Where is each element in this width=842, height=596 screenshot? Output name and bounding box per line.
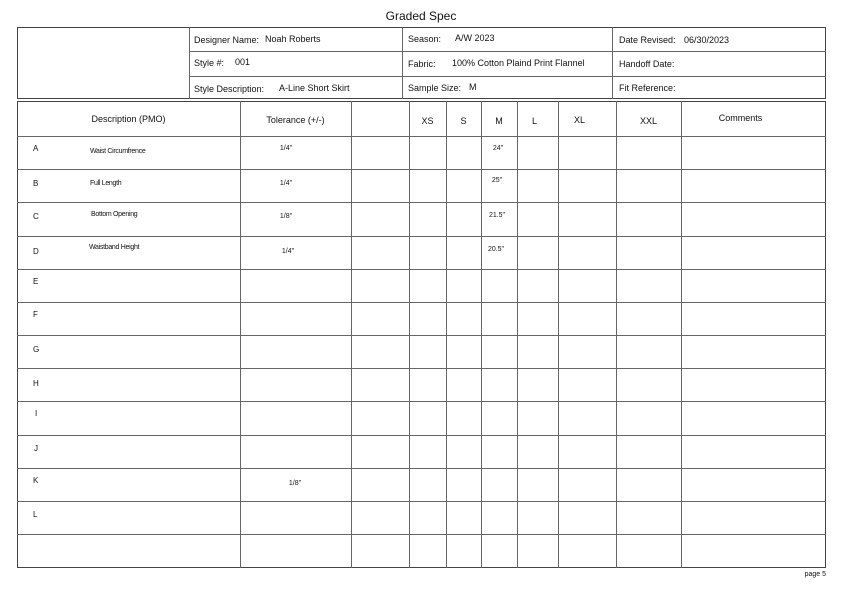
row-size-m: 25" xyxy=(491,177,503,184)
row-letter: L xyxy=(33,510,38,519)
column-header-xs: XS xyxy=(421,116,434,126)
header-divider xyxy=(612,27,613,99)
style-number-label: Style #: xyxy=(194,58,225,68)
row-divider xyxy=(17,435,826,436)
column-header-description: Description (PMO) xyxy=(91,114,166,124)
row-divider xyxy=(17,136,826,137)
season-value: A/W 2023 xyxy=(455,33,495,43)
row-letter: I xyxy=(35,409,38,418)
column-header-tolerance: Tolerance (+/-) xyxy=(266,115,325,125)
row-letter: D xyxy=(33,247,39,256)
row-tolerance: 1/8" xyxy=(288,480,302,487)
column-header-l: L xyxy=(531,116,537,126)
fabric-value: 100% Cotton Plaind Print Flannel xyxy=(452,58,585,68)
fabric-label: Fabric: xyxy=(408,59,436,69)
row-letter: G xyxy=(33,345,40,354)
row-letter: K xyxy=(33,476,39,485)
row-divider xyxy=(17,169,826,170)
date-revised-label: Date Revised: xyxy=(619,35,676,45)
row-letter: A xyxy=(33,144,39,153)
row-divider xyxy=(17,534,826,535)
row-size-m: 21.5" xyxy=(488,212,506,219)
row-divider xyxy=(17,368,826,369)
row-letter: B xyxy=(33,179,39,188)
row-divider xyxy=(17,501,826,502)
row-description: Bottom Opening xyxy=(91,211,138,218)
row-divider xyxy=(17,236,826,237)
column-header-xl: XL xyxy=(573,115,585,125)
row-letter: F xyxy=(33,310,38,319)
date-revised-value: 06/30/2023 xyxy=(684,35,730,45)
row-divider xyxy=(17,269,826,270)
style-number-value: 001 xyxy=(235,57,251,67)
style-description-value: A-Line Short Skirt xyxy=(279,83,350,93)
row-tolerance: 1/8" xyxy=(279,213,293,220)
row-size-m: 24" xyxy=(492,145,504,152)
designer-label: Designer Name: xyxy=(194,35,260,45)
row-letter: J xyxy=(34,444,38,453)
header-divider xyxy=(402,27,403,99)
column-header-s: S xyxy=(460,116,467,126)
row-letter: E xyxy=(33,277,39,286)
row-tolerance: 1/4" xyxy=(279,180,293,187)
row-divider xyxy=(17,468,826,469)
season-label: Season: xyxy=(408,34,442,44)
row-letter: C xyxy=(33,212,39,221)
row-divider xyxy=(17,335,826,336)
row-tolerance: 1/4" xyxy=(279,145,293,152)
sample-size-label: Sample Size: xyxy=(408,83,462,93)
row-description: Waist Circumfrence xyxy=(90,148,146,155)
handoff-date-label: Handoff Date: xyxy=(619,59,675,69)
header-divider xyxy=(189,27,190,99)
designer-value: Noah Roberts xyxy=(265,34,321,44)
header-divider xyxy=(189,51,826,52)
row-letter: H xyxy=(33,379,39,388)
header-divider xyxy=(189,76,826,77)
row-divider xyxy=(17,302,826,303)
page-number: page 5 xyxy=(804,571,826,578)
style-description-label: Style Description: xyxy=(194,84,265,94)
page-title: Graded Spec xyxy=(385,9,457,23)
column-header-xxl: XXL xyxy=(639,116,657,126)
row-tolerance: 1/4" xyxy=(281,248,295,255)
fit-reference-label: Fit Reference: xyxy=(619,83,676,93)
row-divider xyxy=(17,401,826,402)
row-description: Waistband Height xyxy=(89,244,140,251)
row-description: Full Length xyxy=(90,180,122,187)
column-header-comments: Comments xyxy=(718,113,763,123)
column-header-m: M xyxy=(495,116,503,126)
row-size-m: 20.5" xyxy=(487,246,505,253)
row-divider xyxy=(17,202,826,203)
sample-size-value: M xyxy=(469,82,477,92)
